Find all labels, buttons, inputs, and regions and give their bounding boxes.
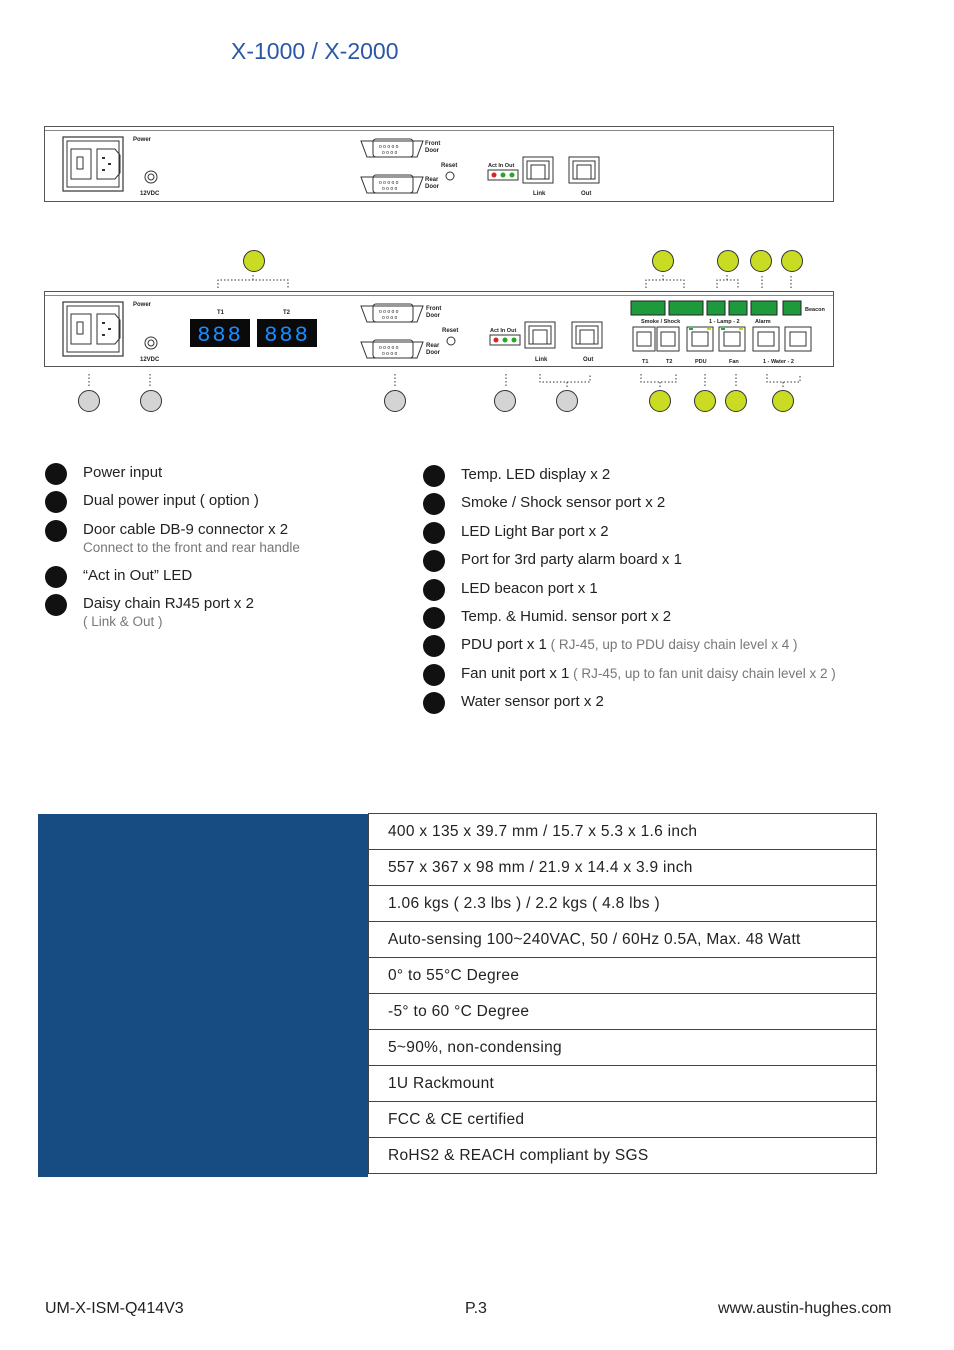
callout-act-led <box>494 390 516 412</box>
spec-label-block <box>38 814 368 1177</box>
footer-doc-id: UM-X-ISM-Q414V3 <box>45 1300 184 1317</box>
table-row <box>369 1138 877 1174</box>
front-door-label-2: Door <box>425 148 439 154</box>
feature-text: Port for 3rd party alarm board x 1 <box>461 551 682 568</box>
spec-value: 1U Rackmount <box>369 1066 877 1102</box>
spec-table <box>368 813 877 1174</box>
feature-text: Water sensor port x 2 <box>461 693 604 710</box>
footer-website-link[interactable]: www.austin-hughes.com <box>718 1300 892 1317</box>
db9-rear-icon <box>361 175 423 193</box>
rear-door-label-2: Door <box>425 184 439 190</box>
bullet-icon <box>423 579 445 601</box>
feature-text: LED Light Bar port x 2 <box>461 523 609 540</box>
table-row <box>369 958 877 994</box>
db9-front-icon <box>361 139 423 157</box>
pdu-label: PDU <box>695 359 707 365</box>
table-row <box>369 922 877 958</box>
feature-text: Temp. & Humid. sensor port x 2 <box>461 608 672 625</box>
feature-text: Fan unit port x 1 <box>461 665 570 682</box>
bullet-icon <box>423 664 445 686</box>
rj45-link-icon <box>525 322 555 348</box>
feature-text: Door cable DB-9 connector x 2 <box>83 521 289 538</box>
act-led-icon <box>488 170 518 180</box>
dc-jack-icon <box>145 171 157 183</box>
act-in-out-label: Act In Out <box>488 163 515 169</box>
bullet-icon <box>423 465 445 487</box>
dc-label: 12VDC <box>140 191 160 197</box>
feature-text: Dual power input ( option ) <box>83 492 259 509</box>
beacon-label: Beacon <box>805 307 825 313</box>
db9-front-icon <box>361 304 423 322</box>
footer-page-number: P.3 <box>465 1300 487 1317</box>
feature-text: “Act in Out” LED <box>83 567 193 584</box>
water-label: 1 - Water - 2 <box>763 359 794 365</box>
db9-rear-icon <box>361 340 423 358</box>
led-display-t1-digits: 888 <box>197 323 243 348</box>
svg-text:o o o o o: o o o o o <box>379 345 399 351</box>
terminal-blocks-icon <box>631 301 801 315</box>
alarm-label: Alarm <box>755 319 771 325</box>
rear-door-label-1: Rear <box>425 177 439 183</box>
svg-text:o o o o: o o o o <box>382 315 398 321</box>
table-row <box>369 1102 877 1138</box>
reset-button-icon <box>446 172 454 180</box>
lamp-label: 1 - Lamp - 2 <box>709 319 740 325</box>
rj45-sensor-ports-icon <box>633 327 811 351</box>
bullet-icon <box>45 566 67 588</box>
svg-text:o o o o: o o o o <box>382 150 398 156</box>
table-row <box>369 1066 877 1102</box>
bullet-icon <box>45 594 67 616</box>
feature-text: Smoke / Shock sensor port x 2 <box>461 494 666 511</box>
spec-value: 400 x 135 x 39.7 mm / 15.7 x 5.3 x 1.6 inch <box>369 814 877 850</box>
act-led-icon <box>490 335 520 345</box>
front-door-label-1: Front <box>425 141 441 147</box>
reset-label: Reset <box>441 163 458 169</box>
power-label: Power <box>133 302 152 308</box>
bullet-icon <box>45 520 67 542</box>
callout-alarm-board <box>750 250 772 272</box>
reset-button-icon <box>447 337 455 345</box>
table-row <box>369 1030 877 1066</box>
callout-light-bar <box>717 250 739 272</box>
spec-value: 0° to 55°C Degree <box>369 958 877 994</box>
spec-value: Auto-sensing 100~240VAC, 50 / 60Hz 0.5A, Max. 48 Watt <box>369 922 877 958</box>
x2000-front-panel <box>44 291 834 367</box>
smoke-shock-label: Smoke / Shock <box>641 319 681 325</box>
page-title: X-1000 / X-2000 <box>231 38 399 64</box>
spec-value: -5° to 60 °C Degree <box>369 994 877 1030</box>
callout-temp-display <box>243 250 265 272</box>
spec-value: FCC & CE certified <box>369 1102 877 1138</box>
callout-fan <box>725 390 747 412</box>
t1b-label: T1 <box>642 359 649 365</box>
bullet-icon <box>45 463 67 485</box>
power-inlet-icon <box>63 302 123 356</box>
led-display-t2-digits: 888 <box>264 323 310 348</box>
rj45-link-icon <box>523 157 553 183</box>
bullet-icon <box>423 607 445 629</box>
feature-text: Temp. LED display x 2 <box>461 466 611 483</box>
svg-text:o o o o o: o o o o o <box>379 309 399 315</box>
feature-note: ( Link & Out ) <box>83 614 163 629</box>
table-row <box>369 850 877 886</box>
svg-text:o o o o: o o o o <box>382 351 398 357</box>
link-label: Link <box>535 357 548 363</box>
link-label: Link <box>533 191 546 197</box>
dc-jack-icon <box>145 337 157 349</box>
table-row <box>369 886 877 922</box>
reset-label: Reset <box>442 328 459 334</box>
feature-sub: ( RJ-45, up to PDU daisy chain level x 4 ) <box>546 637 798 652</box>
callout-power-input <box>78 390 100 412</box>
callout-daisy-chain <box>556 390 578 412</box>
spec-value: 5~90%, non-condensing <box>369 1030 877 1066</box>
spec-value: 557 x 367 x 98 mm / 21.9 x 14.4 x 3.9 inch <box>369 850 877 886</box>
feature-text: Power input <box>83 464 163 481</box>
bullet-icon <box>423 493 445 515</box>
feature-note: Connect to the front and rear handle <box>83 540 300 555</box>
spec-value: 1.06 kgs ( 2.3 lbs ) / 2.2 kgs ( 4.8 lbs ) <box>369 886 877 922</box>
bullet-icon <box>423 550 445 572</box>
rj45-out-icon <box>569 157 599 183</box>
table-row <box>369 814 877 850</box>
callout-pdu <box>694 390 716 412</box>
bullet-icon <box>45 491 67 513</box>
x1000-front-panel <box>44 126 834 202</box>
front-door-label-2: Door <box>426 313 440 319</box>
rear-door-label-1: Rear <box>426 343 440 349</box>
rear-door-label-2: Door <box>426 350 440 356</box>
dc-label: 12VDC <box>140 357 160 363</box>
power-inlet-icon <box>63 137 123 191</box>
out-label: Out <box>583 357 594 363</box>
act-in-out-label: Act In Out <box>490 328 517 334</box>
bullet-icon <box>423 522 445 544</box>
callout-temp-humid <box>649 390 671 412</box>
svg-text:o o o o o: o o o o o <box>379 144 399 150</box>
callout-leaders-bottom <box>0 370 954 390</box>
callout-smoke-shock <box>652 250 674 272</box>
t2b-label: T2 <box>666 359 673 365</box>
feature-text: PDU port x 1 <box>461 636 547 653</box>
front-door-label-1: Front <box>426 306 442 312</box>
callout-door-connector <box>384 390 406 412</box>
feature-text: Daisy chain RJ45 port x 2 <box>83 595 254 612</box>
fan-label: Fan <box>729 359 739 365</box>
rj45-out-icon <box>572 322 602 348</box>
feature-sub: ( RJ-45, up to fan unit daisy chain level x 2 ) <box>569 666 836 681</box>
spec-value: RoHS2 & REACH compliant by SGS <box>369 1138 877 1174</box>
callout-leaders-top <box>0 272 954 292</box>
feature-text: LED beacon port x 1 <box>461 580 598 597</box>
bullet-icon <box>423 692 445 714</box>
svg-text:o o o o o: o o o o o <box>379 180 399 186</box>
t2-label: T2 <box>283 310 291 316</box>
out-label: Out <box>581 191 592 197</box>
svg-text:o o o o: o o o o <box>382 186 398 192</box>
callout-beacon <box>781 250 803 272</box>
bullet-icon <box>423 635 445 657</box>
table-row <box>369 994 877 1030</box>
power-label: Power <box>133 137 152 143</box>
t1-label: T1 <box>217 310 225 316</box>
callout-water <box>772 390 794 412</box>
callout-dual-power <box>140 390 162 412</box>
